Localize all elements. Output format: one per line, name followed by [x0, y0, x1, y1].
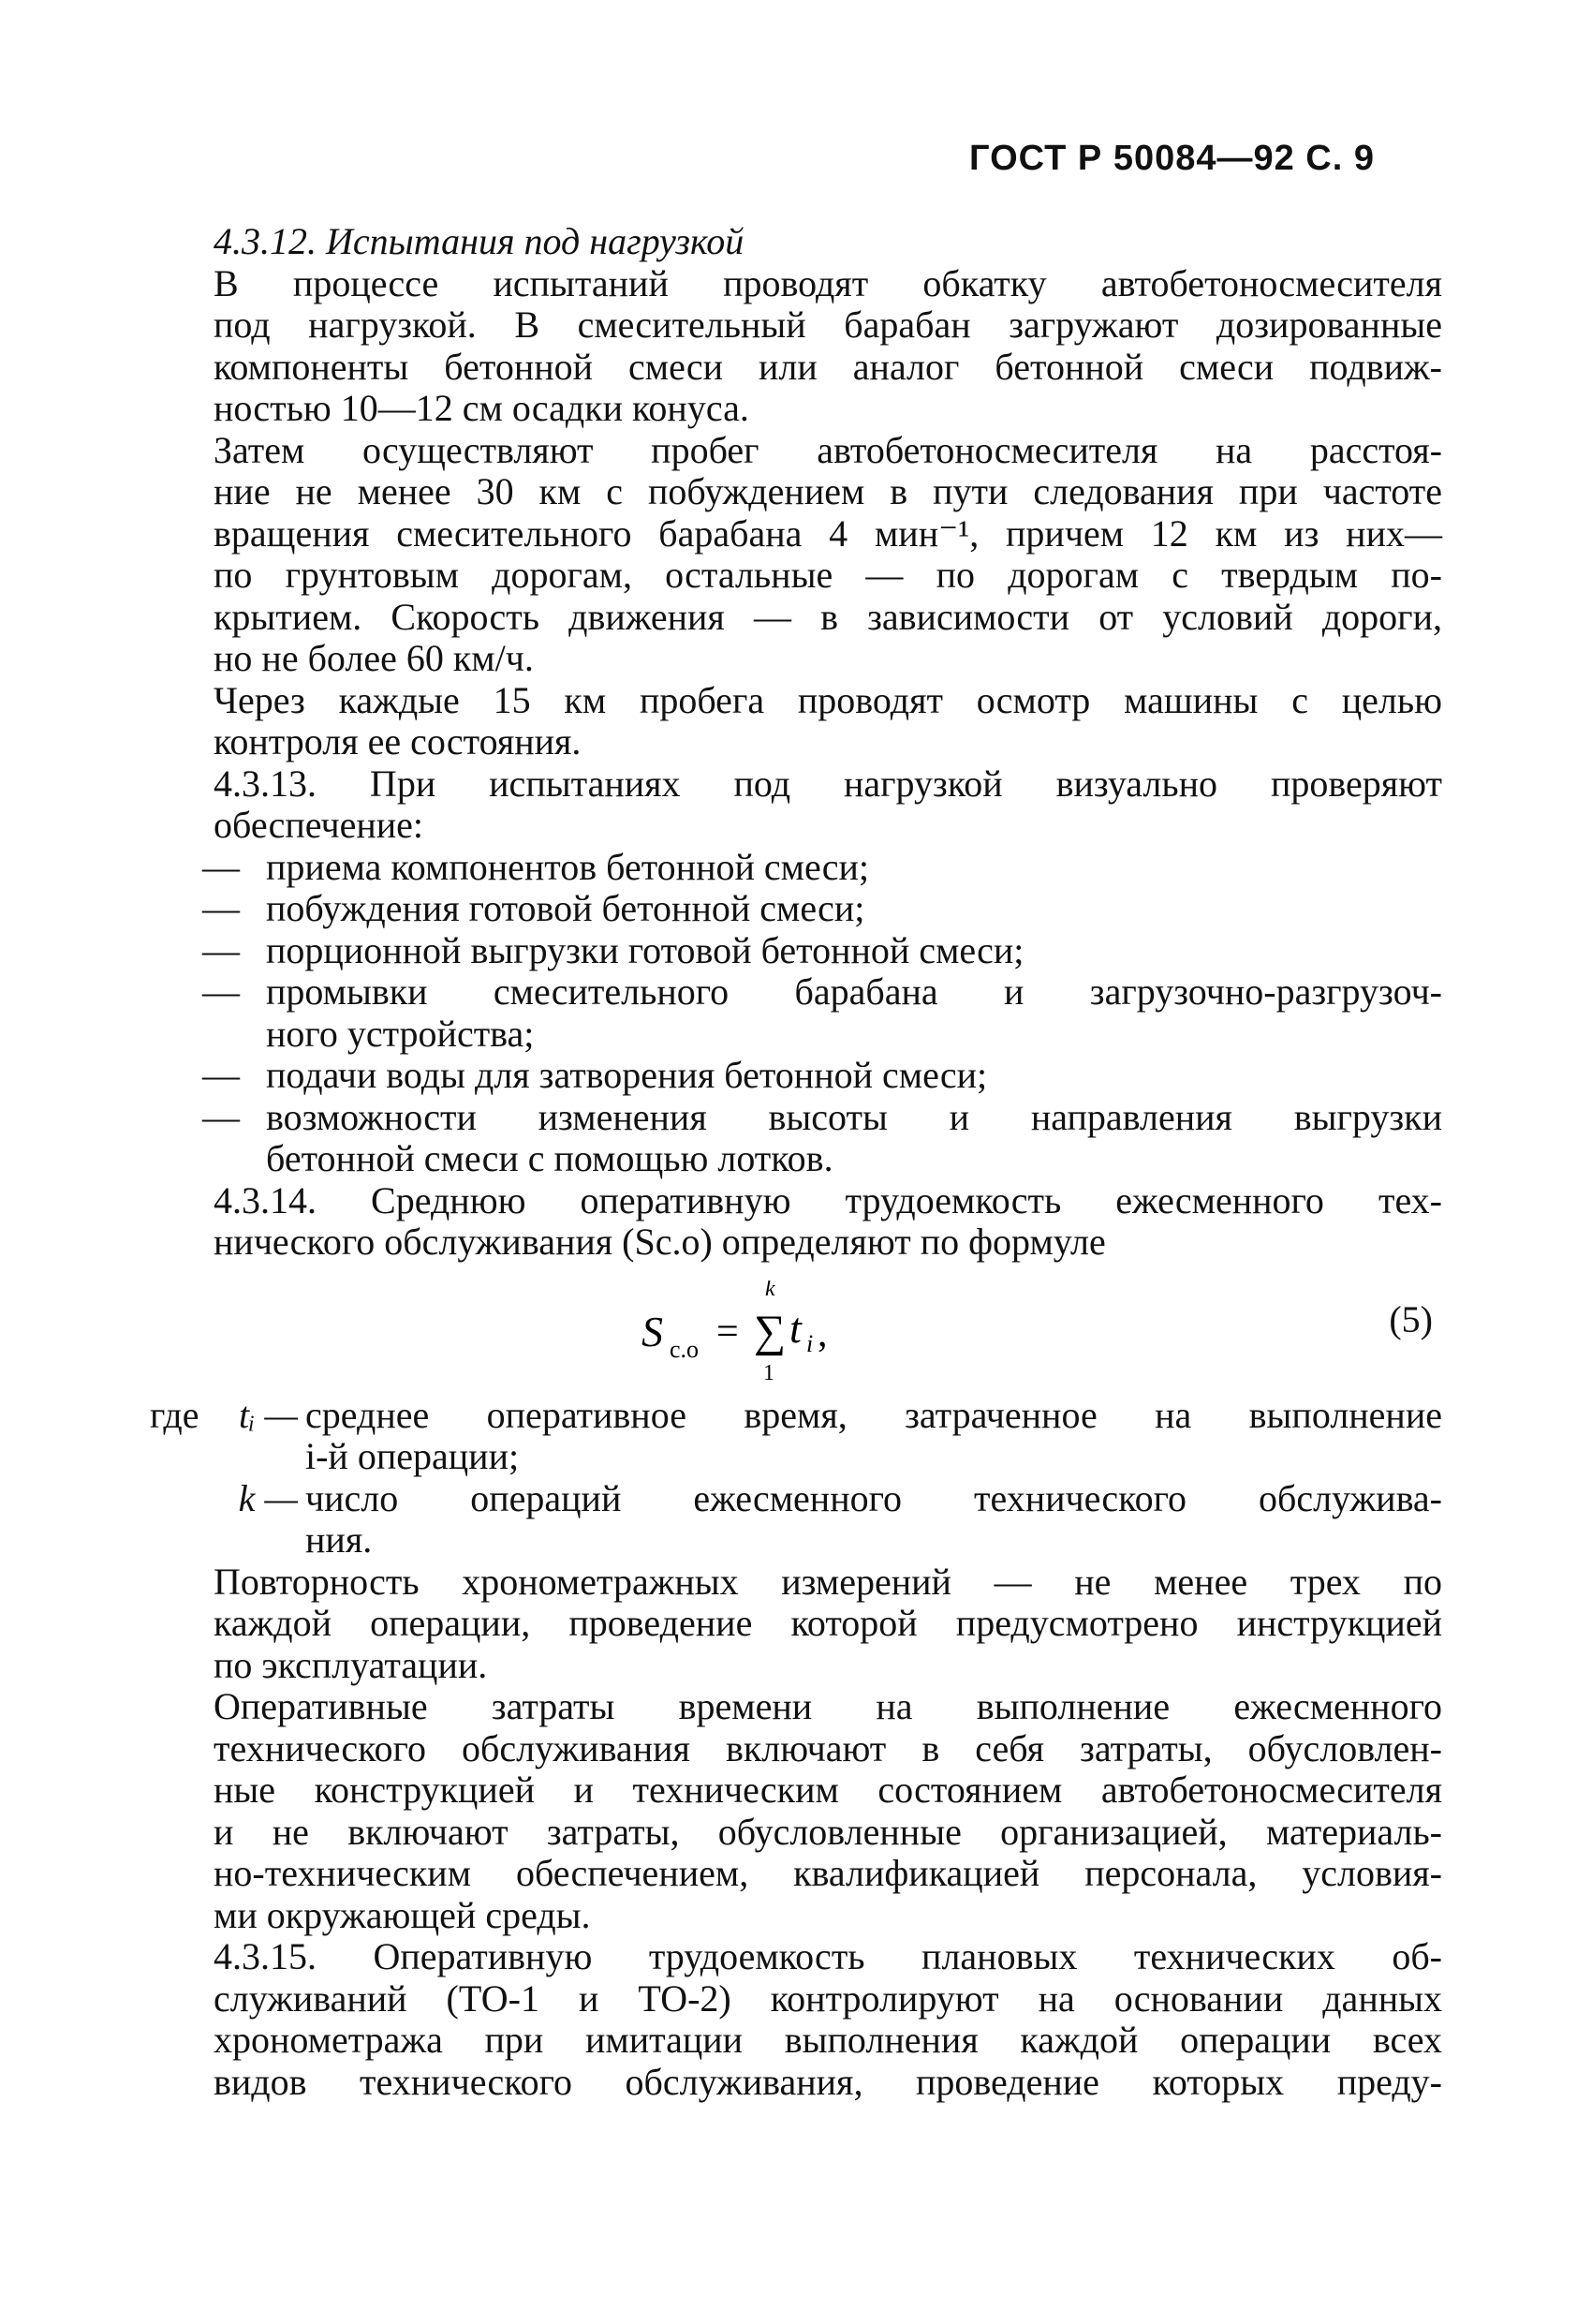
text-line: Через каждые 15 км пробега проводят осмотр машины с целью [214, 678, 1442, 721]
list-item-text: возможности изменения высоты и направления выгрузки [266, 1095, 1442, 1138]
text-line: Затем осуществляют пробег автобетоносмесителя на расстоя- [214, 428, 1442, 471]
text-line: В процессе испытаний проводят обкатку автобетоносмесителя [214, 261, 1442, 304]
text-line: хронометража при имитации выполнения каждой операции всех [214, 2019, 1442, 2061]
text-line: ностью 10—12 см осадки конуса. [214, 387, 749, 429]
definition-text: ния. [305, 1518, 373, 1561]
definition-symbol: tᵢ — [238, 1393, 298, 1436]
list-item [150, 930, 1442, 972]
formula [641, 1280, 885, 1393]
section-heading-4-3-12: 4.3.12. Испытания под нагрузкой [214, 220, 744, 262]
text-line: контроля ее состояния. [214, 720, 582, 762]
definition-text: i-й операции; [305, 1435, 520, 1477]
formula-trailing-comma: , [818, 1311, 828, 1355]
dash-marker: — [202, 1054, 240, 1096]
formula-definitions [150, 1395, 1442, 1562]
list-item-text: порционной выгрузки готовой бетонной смеси; [266, 928, 1024, 971]
text-line: видов технического обслуживания, проведение которых преду- [214, 2060, 1442, 2103]
dash-marker: — [202, 887, 240, 929]
paragraph [150, 1686, 1442, 1936]
paragraph [150, 1562, 1442, 1687]
list-item-text: промывки смесительного барабана и загрузочно-разгрузоч- [266, 970, 1442, 1013]
dash-marker: — [202, 845, 240, 888]
definition-symbol: k — [238, 1476, 298, 1519]
paragraph [150, 1180, 1442, 1264]
text-line: вращения смесительного барабана 4 мин⁻¹, причем 12 км из них— [214, 511, 1442, 555]
list-item [150, 1097, 1442, 1180]
formula-equals: = [716, 1310, 739, 1354]
list-item-text: подачи воды для затворения бетонной смеси; [266, 1054, 988, 1096]
text-line: ние не менее 30 км с побуждением в пути следования при частоте [214, 470, 1442, 512]
text-line: но-техническим обеспечением, квалификацией персонала, условия- [214, 1852, 1442, 1894]
list-item [150, 847, 1442, 889]
dash-marker: — [202, 928, 240, 971]
formula-lhs: S [641, 1307, 663, 1355]
text-line: служиваний (ТО-1 и ТО-2) контролируют на основании данных [214, 1976, 1442, 2020]
text-line: по грунтовым дорогам, остальные — по дорогам с твердым по- [214, 554, 1442, 596]
paragraph [150, 1936, 1442, 2103]
text-line: ные конструкцией и техническим состоянием автобетоносмесителя [214, 1769, 1442, 1811]
text-line: компоненты бетонной смеси или аналог бетонной смеси подвиж- [214, 345, 1442, 388]
formula-sum-lower: 1 [763, 1360, 774, 1385]
list-item-text: бетонной смеси с помощью лотков. [266, 1137, 833, 1179]
paragraph [150, 763, 1442, 847]
text-line: 4.3.14. Среднюю оперативную трудоемкость ежесменного тех- [214, 1178, 1442, 1221]
document-body [150, 221, 1442, 2103]
text-line: 4.3.15. Оперативную трудоемкость плановых технических об- [214, 1935, 1442, 1977]
dash-marker: — [202, 970, 240, 1013]
text-line: и не включают затраты, обусловленные организацией, материаль- [214, 1810, 1442, 1853]
text-line: но не более 60 км/ч. [214, 637, 534, 679]
text-line: технического обслуживания включают в себя затраты, обусловлен- [214, 1726, 1442, 1769]
text-line: крытием. Скорость движения — в зависимости от условий дороги, [214, 595, 1442, 638]
paragraph [150, 680, 1442, 763]
formula-term: t [789, 1303, 802, 1352]
text-line: 4.3.13. При испытаниях под нагрузкой визуально проверяют [214, 762, 1442, 805]
dash-marker: — [202, 1095, 240, 1138]
text-line: Оперативные затраты времени на выполнение ежесменного [214, 1685, 1442, 1727]
text-line: под нагрузкой. В смесительный барабан загружают дозированные [214, 303, 1442, 346]
running-header: ГОСТ Р 50084—92 С. 9 [969, 139, 1375, 178]
paragraph [150, 263, 1442, 430]
formula-block [150, 1264, 1442, 1395]
list-item [150, 888, 1442, 930]
text-line: по эксплуатации. [214, 1643, 488, 1686]
text-line: каждой операции, проведение которой предусмотрено инструкцией [214, 1602, 1442, 1644]
list-item-text: побуждения готовой бетонной смеси; [266, 887, 865, 929]
formula-term-subscript: i [806, 1329, 814, 1357]
formula-lhs-subscript: c.o [670, 1335, 700, 1363]
requirements-list [150, 847, 1442, 1180]
text-line: Повторность хронометражных измерений — не менее трех по [214, 1560, 1442, 1603]
where-label: где [150, 1393, 199, 1436]
paragraph [150, 430, 1442, 680]
definition-text: число операций ежесменного технического обслужива- [305, 1476, 1442, 1519]
list-item-text: приема компонентов бетонной смеси; [266, 845, 869, 888]
formula-sum-sign: ∑ [754, 1306, 787, 1356]
list-item [150, 1055, 1442, 1097]
list-item [150, 971, 1442, 1055]
list-item-text: ного устройства; [266, 1012, 535, 1055]
text-line: нического обслуживания (Sc.o) определяют по формуле [214, 1221, 1106, 1263]
text-line: ми окружающей среды. [214, 1893, 591, 1936]
formula-sum-upper: k [765, 1280, 775, 1301]
text-line: обеспечение: [214, 804, 424, 846]
definition-text: среднее оперативное время, затраченное на выполнение [305, 1393, 1442, 1436]
formula-number: (5) [1389, 1297, 1433, 1340]
